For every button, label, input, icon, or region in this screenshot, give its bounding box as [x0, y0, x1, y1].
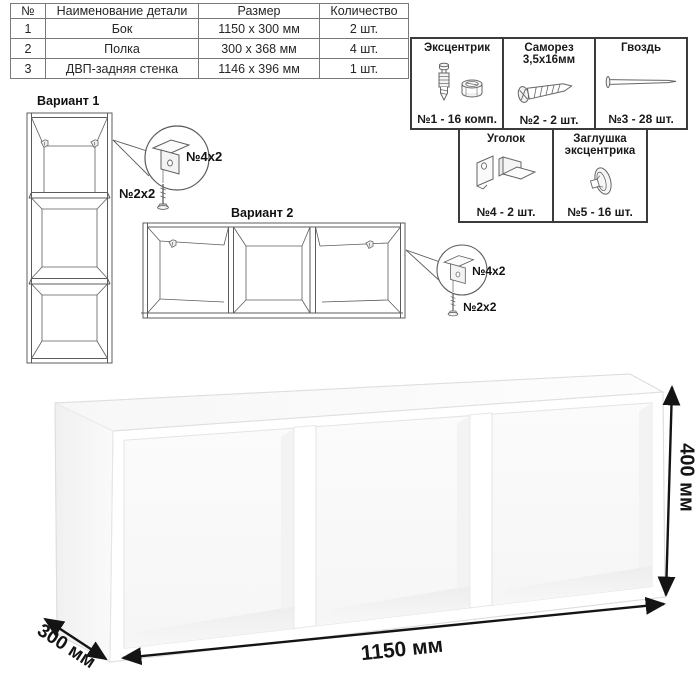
hardware-count: №1 - 16 комп. [417, 112, 497, 126]
part-number: 3 [11, 59, 46, 79]
height-dimension-arrow [666, 387, 672, 595]
depth-dimension-label: 300 мм [33, 620, 100, 674]
variant2-drawing [141, 223, 441, 318]
hardware-count: №5 - 16 шт. [567, 205, 633, 219]
variant1-drawing [27, 113, 149, 363]
hardware-cell-nail [594, 37, 688, 130]
hardware-title: Уголок [486, 133, 526, 145]
part-size: 1146 x 396 мм [199, 59, 320, 79]
table-row [11, 39, 409, 59]
part-quantity: 1 шт. [320, 59, 409, 79]
hardware-count: №4 - 2 шт. [476, 205, 536, 219]
hardware-cell-cam [410, 37, 504, 130]
variant2-bracket-qty-label: №4x2 [472, 264, 506, 278]
hardware-title: Эксцентрик [423, 42, 491, 54]
bracket-mini-icon [169, 240, 176, 248]
bracket-mini-icon [366, 241, 373, 249]
variant2-label: Вариант 2 [231, 206, 294, 220]
hardware-title: Гвоздь [620, 42, 662, 54]
parts-table [10, 3, 409, 79]
hardware-cell-bracket [458, 128, 554, 223]
part-number: 2 [11, 39, 46, 59]
cam-cover-icon [555, 158, 645, 205]
width-dimension-label: 1150 мм [359, 633, 445, 666]
col-header-quantity: Количество [320, 4, 409, 19]
cam-bolt-and-lock-icon [413, 54, 501, 112]
shelf-3d-render [55, 374, 665, 662]
nail-icon [597, 54, 685, 112]
part-name: ДВП-задняя стенка [46, 59, 199, 79]
part-quantity: 4 шт. [320, 39, 409, 59]
screw-icon [505, 67, 593, 113]
table-row [11, 19, 409, 39]
hardware-count: №2 - 2 шт. [519, 112, 579, 127]
hardware-title: Заглушка эксцентрика [564, 133, 636, 158]
col-header-size: Размер [199, 4, 320, 19]
hardware-count: №3 - 28 шт. [608, 112, 674, 126]
part-size: 300 x 368 мм [199, 39, 320, 59]
variant1-screw-qty-label: №2x2 [119, 186, 156, 201]
part-quantity: 2 шт. [320, 19, 409, 39]
screw-icon [448, 293, 458, 316]
part-name: Полка [46, 39, 199, 59]
table-row [11, 59, 409, 79]
hardware-box-row2 [458, 128, 648, 223]
part-size: 1150 x 300 мм [199, 19, 320, 39]
hardware-cell-screw [502, 37, 596, 130]
hardware-title: Саморез 3,5х16мм [522, 42, 576, 67]
hardware-cell-cam-cover [552, 128, 648, 223]
corner-bracket-icon [461, 145, 551, 205]
part-number: 1 [11, 19, 46, 39]
part-name: Бок [46, 19, 199, 39]
variant2-screw-qty-label: №2x2 [463, 300, 497, 314]
height-dimension-label: 400 мм [675, 443, 698, 512]
variant1-bracket-qty-label: №4x2 [186, 149, 223, 164]
col-header-number: № [11, 4, 46, 19]
variant1-label: Вариант 1 [37, 94, 100, 108]
col-header-name: Наименование детали [46, 4, 199, 19]
hardware-box-row1 [410, 37, 688, 130]
table-header-row [11, 4, 409, 19]
